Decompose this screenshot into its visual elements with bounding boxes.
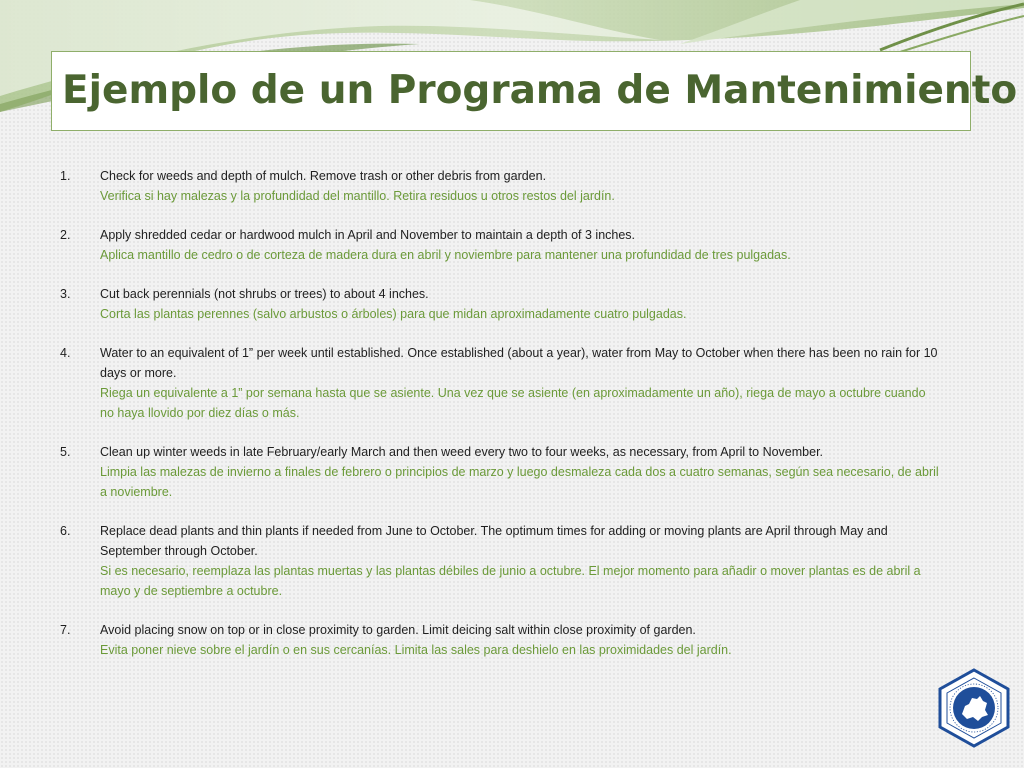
item-number: 1. — [60, 169, 71, 183]
slide-title: Ejemplo de un Programa de Mantenimiento — [62, 68, 1018, 113]
item-spanish-text: Corta las plantas perennes (salvo arbustos o árboles) para que midan aproximadamente cuatro pulgadas. — [100, 307, 687, 321]
item-number: 5. — [60, 445, 71, 459]
title-box — [51, 51, 1018, 131]
item-body — [100, 442, 940, 502]
item-english-text: Clean up winter weeds in late February/early March and then weed every two to four weeks, as necessary, from April to November. — [100, 445, 824, 459]
item-spanish-text: Limpia las malezas de invierno a finales de febrero o principios de marzo y luego desmaleza cada dos a cuatro semanas, según sea necesario, de abril a noviembre. — [100, 465, 939, 499]
item-spanish-text: Riega un equivalente a 1” por semana hasta que se asiente. Una vez que se asiente (en aproximadamente un año), riega de mayo a octubre cuando no haya llovido por diez días o más. — [100, 386, 926, 420]
item-english-text: Cut back perennials (not shrubs or trees) to about 4 inches. — [100, 287, 429, 301]
item-body — [100, 521, 940, 601]
item-english-text: Apply shredded cedar or hardwood mulch in April and November to maintain a depth of 3 inches. — [100, 228, 636, 242]
item-english-text: Check for weeds and depth of mulch. Remove trash or other debris from garden. — [100, 169, 547, 183]
item-body — [100, 284, 940, 324]
item-spanish-text: Evita poner nieve sobre el jardín o en sus cercanías. Limita las sales para deshielo en las proximidades del jardín. — [100, 643, 732, 657]
list-item — [60, 620, 940, 660]
item-english-text: Water to an equivalent of 1” per week until established. Once established (about a year), water from May to October when there has been no rain for 10 days or more. — [100, 346, 938, 380]
item-body — [100, 225, 940, 265]
county-seal-logo-icon — [936, 668, 1012, 748]
item-number: 4. — [60, 346, 71, 360]
item-number: 7. — [60, 623, 71, 637]
item-spanish-text: Si es necesario, reemplaza las plantas muertas y las plantas débiles de junio a octubre. El mejor momento para añadir o mover plantas es de abril a mayo y de septiembre a octubre. — [100, 564, 921, 598]
list-item — [60, 284, 940, 324]
item-body — [100, 620, 940, 660]
list-item — [60, 343, 940, 423]
list-item — [60, 442, 940, 502]
item-body — [100, 166, 940, 206]
item-spanish-text: Verifica si hay malezas y la profundidad del mantillo. Retira residuos u otros restos del jardín. — [100, 189, 615, 203]
list-item — [60, 521, 940, 601]
item-number: 2. — [60, 228, 71, 242]
list-item — [60, 225, 940, 265]
item-spanish-text: Aplica mantillo de cedro o de corteza de madera dura en abril y noviembre para mantener una profundidad de tres pulgadas. — [100, 248, 791, 262]
item-english-text: Replace dead plants and thin plants if needed from June to October. The optimum times for adding or moving plants are April through May and September through October. — [100, 524, 888, 558]
item-body — [100, 343, 940, 423]
list-item — [60, 166, 940, 206]
item-number: 3. — [60, 287, 71, 301]
item-number: 6. — [60, 524, 71, 538]
item-english-text: Avoid placing snow on top or in close proximity to garden. Limit deicing salt within close proximity of garden. — [100, 623, 696, 637]
maintenance-steps-list — [60, 166, 940, 679]
